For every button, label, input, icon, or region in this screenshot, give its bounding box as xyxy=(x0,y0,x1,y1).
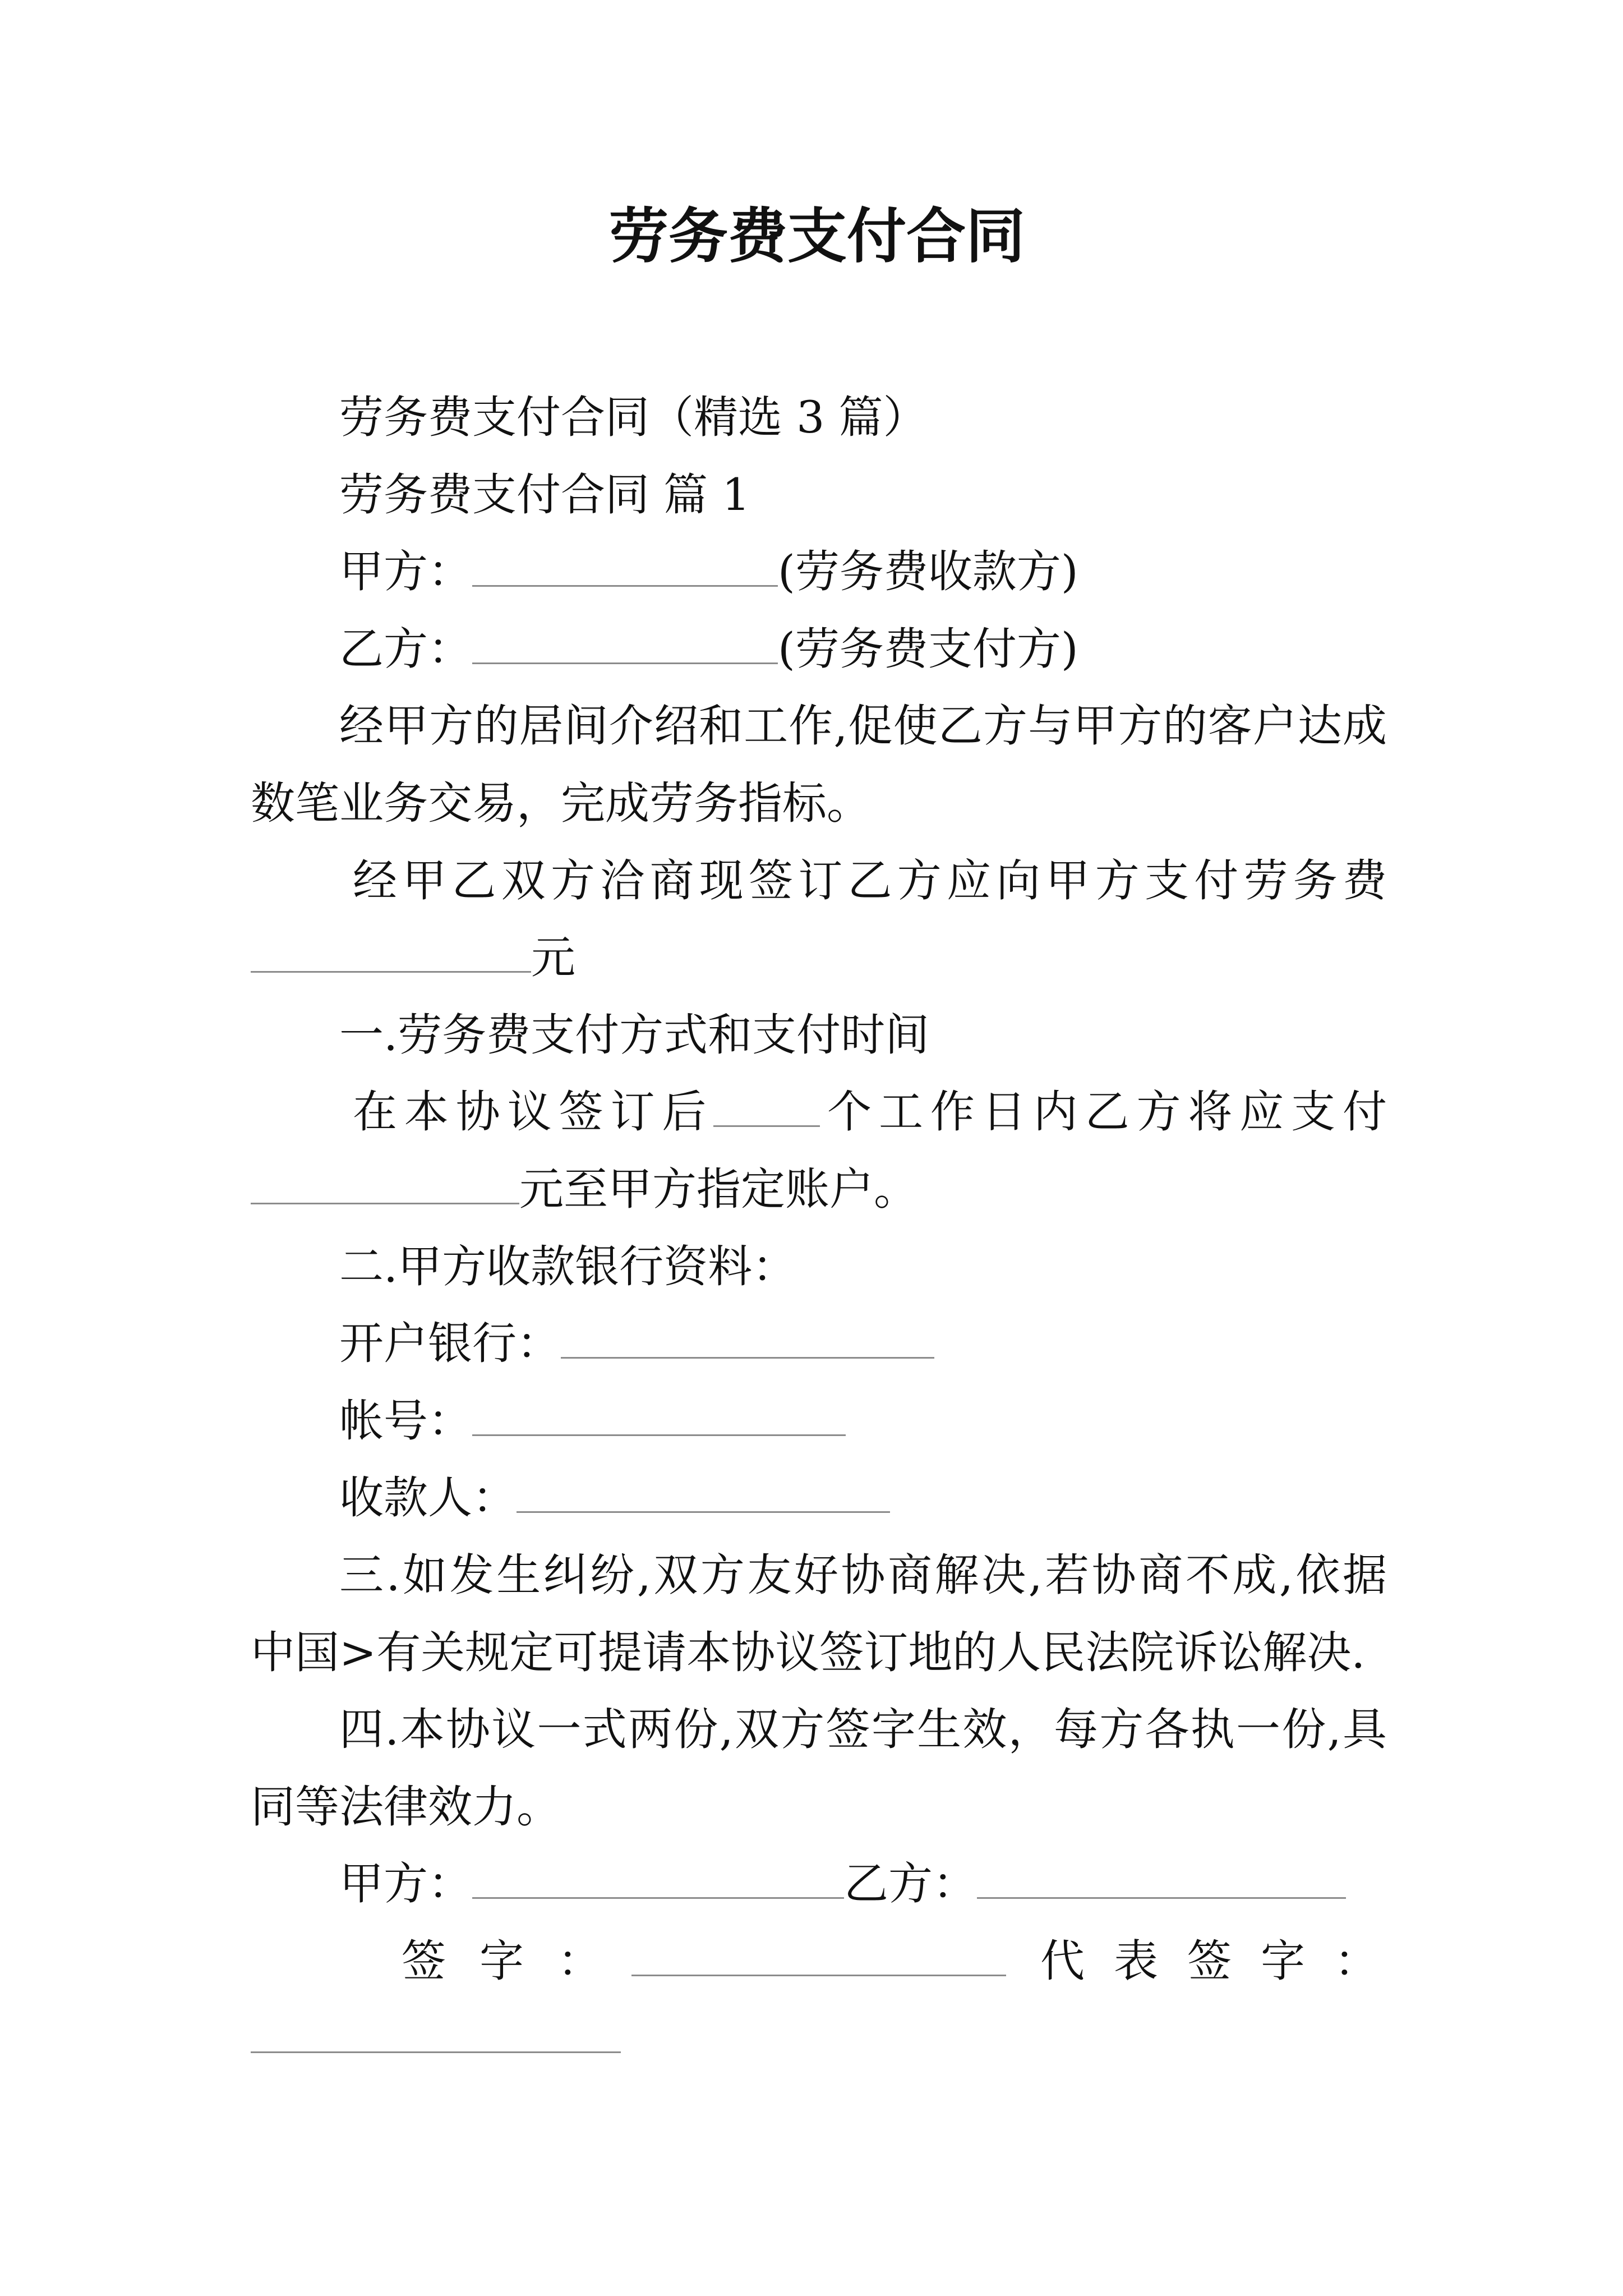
clause-1-text-after-days: 个工作日内乙方将应支付 xyxy=(820,1086,1387,1138)
party-a-line xyxy=(0,533,1623,611)
party-a-sign-label: 签字： xyxy=(402,1935,635,1987)
party-b-sign-label: 代表签字： xyxy=(1040,1935,1408,1987)
clause-1-text-before-days: 在本协议签订后 xyxy=(353,1086,714,1138)
account-label: 帐号： xyxy=(339,1395,472,1447)
account-line xyxy=(0,1383,1623,1460)
signature-sign-line xyxy=(0,1923,1623,2000)
signature-parties-line xyxy=(0,1846,1623,1923)
party-b-label: 乙方： xyxy=(339,623,472,675)
party-b-sign-blank xyxy=(251,2018,621,2053)
clause-2-heading: 二.甲方收款银行资料： xyxy=(339,1240,797,1292)
working-days-blank xyxy=(713,1092,820,1127)
document-body xyxy=(0,379,1623,2077)
bank-label: 开户银行： xyxy=(339,1318,561,1370)
account-blank xyxy=(472,1401,846,1436)
clause-1-heading: 一.劳务费支付方式和支付时间 xyxy=(339,1009,930,1061)
party-a-sign-blank xyxy=(631,1941,1006,1976)
document-title: 劳务费支付合同 xyxy=(609,201,1025,271)
bank-line xyxy=(0,1305,1623,1383)
clause-4-line-2: 同等法律效力。 xyxy=(251,1780,561,1833)
payee-blank xyxy=(517,1478,890,1513)
fee-amount-unit: 元 xyxy=(531,932,575,984)
party-b-line xyxy=(0,611,1623,688)
signature-party-b-label: 乙方： xyxy=(844,1858,977,1910)
clause-3-line-1: 三.如发生纠纷,双方友好协商解决,若协商不成,依据 xyxy=(339,1549,1387,1601)
party-a-label: 甲方： xyxy=(339,546,472,598)
fee-amount-blank xyxy=(251,937,531,973)
party-b-name-blank xyxy=(472,629,778,664)
clause-4-line-1: 四.本协议一式两份,双方签字生效，每方各执一份,具 xyxy=(339,1704,1387,1756)
part-heading: 劳务费支付合同 篇 1 xyxy=(339,468,750,521)
party-a-sign-blank-wrap xyxy=(631,1923,1006,2000)
signature-party-a-blank xyxy=(472,1864,844,1899)
payee-line xyxy=(0,1460,1623,1537)
clause-1-line-2 xyxy=(0,1151,1623,1228)
recital-line-1: 经甲方的居间介绍和工作,促使乙方与甲方的客户达成 xyxy=(339,700,1387,752)
recital-line-2: 数笔业务交易，完成劳务指标。 xyxy=(251,777,871,829)
payee-label: 收款人： xyxy=(339,1472,517,1524)
bank-blank xyxy=(561,1323,934,1359)
party-b-sign-line xyxy=(0,2000,1623,2077)
payment-amount-blank xyxy=(251,1169,519,1204)
clause-1-text-after-amount: 元至甲方指定账户。 xyxy=(519,1163,918,1215)
clause-1-line-1 xyxy=(0,1074,1623,1151)
clause-3-line-2: 中国>有关规定可提请本协议签订地的人民法院诉讼解决. xyxy=(251,1626,1366,1678)
party-a-role: (劳务费收款方) xyxy=(778,546,1078,598)
signature-party-a-label: 甲方： xyxy=(339,1858,472,1910)
party-b-role: (劳务费支付方) xyxy=(778,623,1078,675)
fee-amount-line xyxy=(0,919,1623,997)
party-a-name-blank xyxy=(472,551,778,587)
document-subtitle: 劳务费支付合同（精选 3 篇） xyxy=(339,392,928,443)
fee-agreement-line: 经甲乙双方洽商现签订乙方应向甲方支付劳务费 xyxy=(353,854,1387,907)
signature-party-b-blank xyxy=(977,1864,1346,1899)
